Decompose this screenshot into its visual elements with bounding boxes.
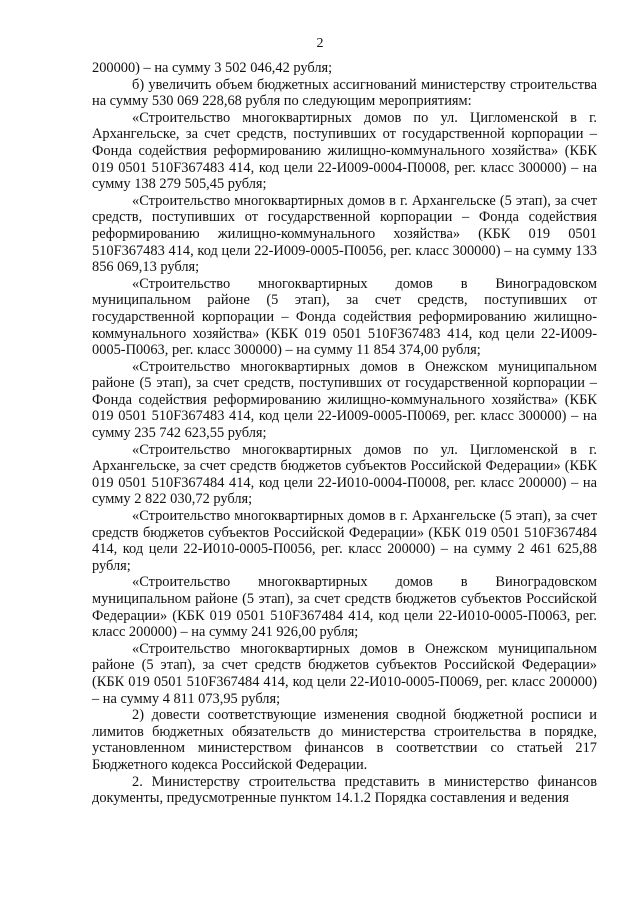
paragraph-11: 2. Министерству строительства представить в министерство финансов документы, предусмотренные пунктом 14.1.2 Порядка составления и ведения — [92, 773, 597, 807]
paragraph-0: 200000) – на сумму 3 502 046,42 рубля; — [92, 60, 333, 76]
paragraph-10: 2) довести соответствующие изменения сводной бюджетной росписи и лимитов бюджетных обязательств до министерства строительства в порядке, установленном министерством финансов в соответствии со статьей 217 Бюджетного кодекса Российской Федерации. — [92, 707, 597, 773]
paragraph-4: «Строительство многоквартирных домов в Виноградовском муниципальном районе (5 этап), за счет средств, поступивших от государственной корпорации – Фонда содействия реформированию жилищно-коммунального хозяйства» (КБК 019 0501 510F367483 414, код цели 22-И009-0005-П0063, рег. класс 300000) – на сумму 11 854 374,00 рубля; — [92, 275, 597, 359]
paragraph-9: «Строительство многоквартирных домов в Онежском муниципальном районе (5 этап), за счет средств бюджетов субъектов Российской Федерации» (КБК 019 0501 510F367484 414, код цели 22-И010-0005-П0069, рег. класс 200000) – на сумму 4 811 073,95 рубля; — [92, 640, 597, 707]
paragraph-8: «Строительство многоквартирных домов в Виноградовском муниципальном районе (5 этап), за счет средств бюджетов субъектов Российской Федерации» (КБК 019 0501 510F367484 414, код цели 22-И010-0005-П0063, рег. класс 200000) – на сумму 241 926,00 рубля; — [92, 574, 597, 641]
document-body — [92, 60, 597, 807]
paragraph-7: «Строительство многоквартирных домов в г. Архангельске (5 этап), за счет средств бюджетов субъектов Российской Федерации» (КБК 019 0501 510F367484 414, код цели 22-И010-0005-П0056, рег. класс 200000) – на сумму 2 461 625,88 рубля; — [92, 508, 597, 574]
paragraph-2: «Строительство многоквартирных домов по ул. Цигломенской в г. Архангельске, за счет средств, поступивших от государственной корпорации – Фонда содействия реформированию жилищно-коммунального хозяйства» (КБК 019 0501 510F367483 414, код цели 22-И009-0004-П0008, рег. класс 300000) – на сумму 138 279 505,45 рубля; — [92, 109, 597, 193]
paragraph-1: б) увеличить объем бюджетных ассигнований министерству строительства на сумму 530 069 228,68 рубля по следующим мероприятиям: — [92, 76, 597, 110]
paragraph-5: «Строительство многоквартирных домов в Онежском муниципальном районе (5 этап), за счет средств, поступивших от государственной корпорации – Фонда содействия реформированию жилищно-коммунального хозяйства» (КБК 019 0501 510F367483 414, код цели 22-И009-0005-П0069, рег. класс 300000) – на сумму 235 742 623,55 рубля; — [92, 358, 597, 442]
paragraph-6: «Строительство многоквартирных домов по ул. Цигломенской в г. Архангельске, за счет средств бюджетов субъектов Российской Федерации» (КБК 019 0501 510F367484 414, код цели 22-И010-0004-П0008, рег. класс 200000) – на сумму 2 822 030,72 рубля; — [92, 441, 597, 508]
paragraph-3: «Строительство многоквартирных домов в г. Архангельске (5 этап), за счет средств, поступивших от государственной корпорации – Фонда содействия реформированию жилищно-коммунального хозяйства» (КБК 019 0501 510F367483 414, код цели 22-И009-0005-П0056, рег. класс 300000) – на сумму 133 856 069,13 рубля; — [92, 192, 597, 276]
page-number: 2 — [316, 36, 324, 51]
